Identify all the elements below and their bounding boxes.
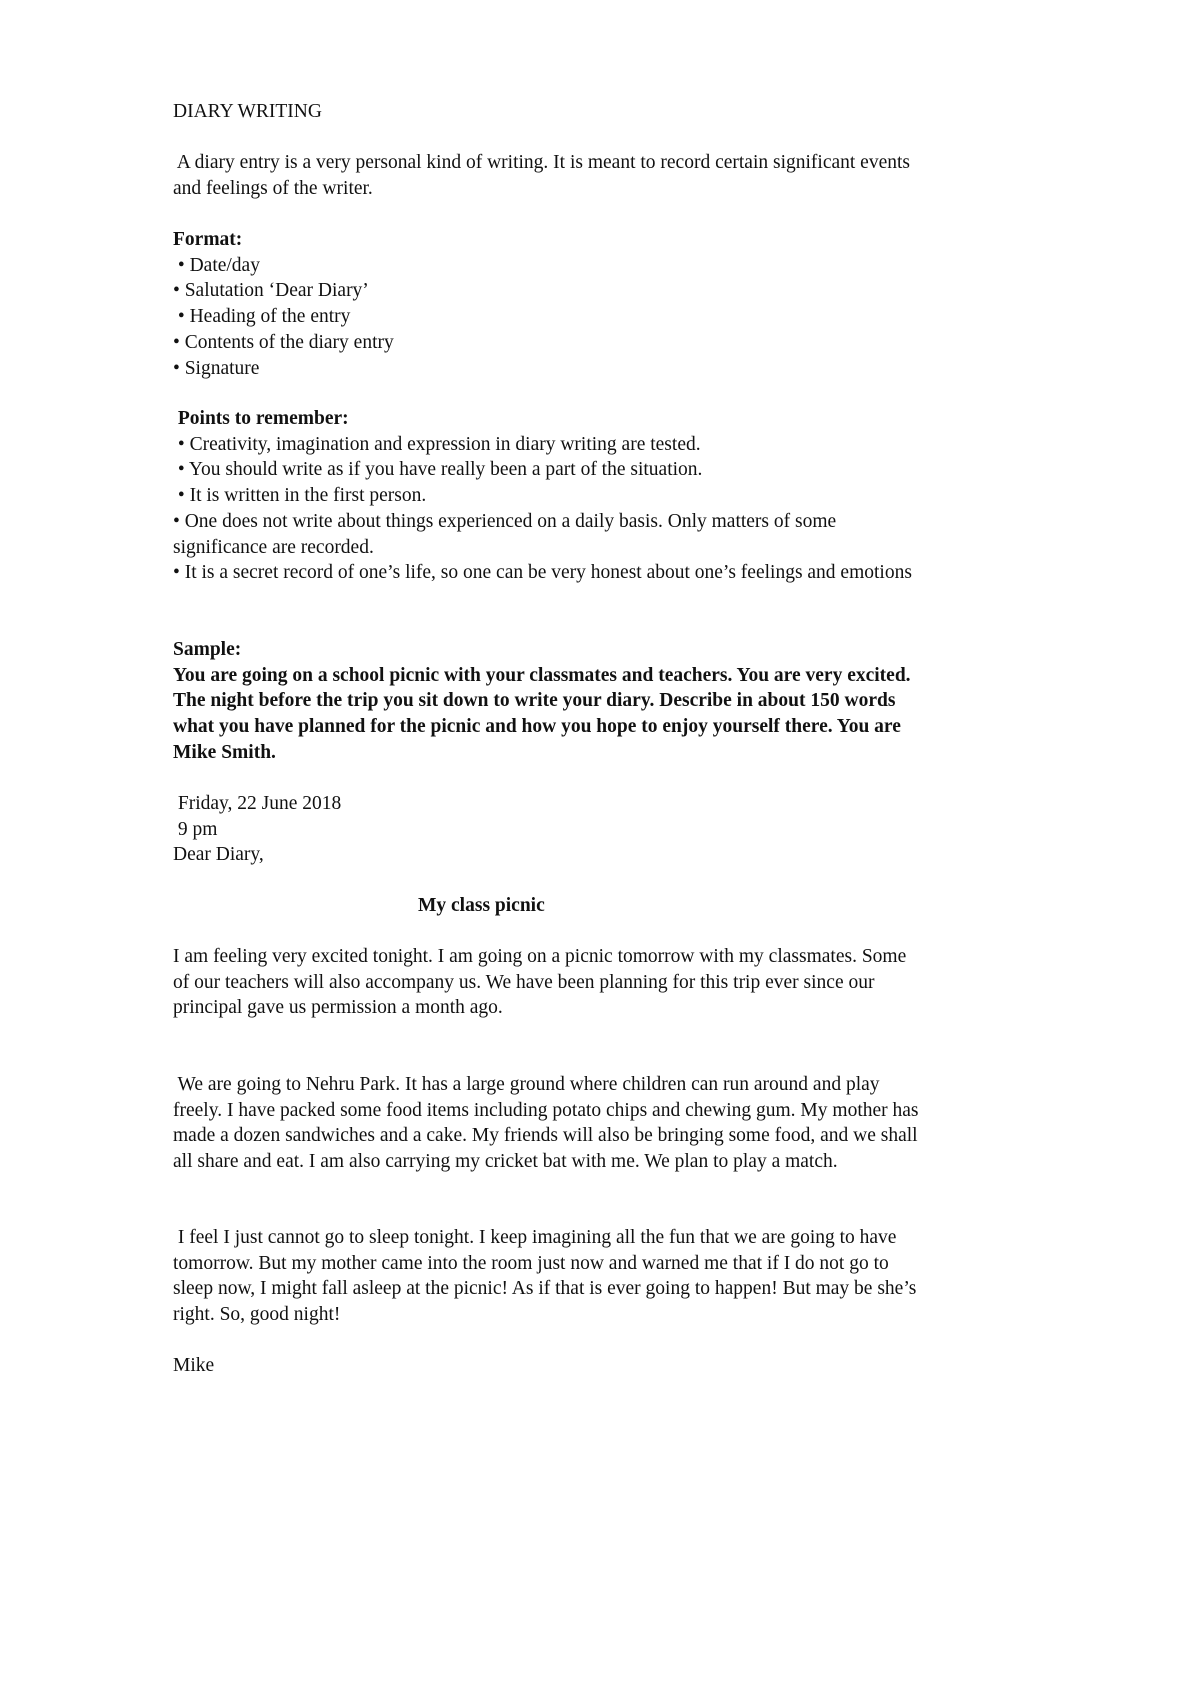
format-item-heading: • Heading of the entry xyxy=(173,306,351,328)
sample-prompt-line: You are going on a school picnic with your classmates and teachers. You are very excited. xyxy=(173,664,911,686)
entry-line: sleep now, I might fall asleep at the picnic! As if that is ever going to happen! But may be she’s xyxy=(173,1278,917,1300)
intro-line: A diary entry is a very personal kind of writing. It is meant to record certain significant events xyxy=(173,152,911,173)
points-line: • One does not write about things experienced on a daily basis. Only matters of some xyxy=(173,510,837,532)
format-section xyxy=(173,227,1033,381)
entry-line: all share and eat. I am also carrying my cricket bat with me. We plan to play a match. xyxy=(173,1151,838,1173)
entry-line: of our teachers will also accompany us. We have been planning for this trip ever since our xyxy=(173,971,875,993)
format-item-contents: • Contents of the diary entry xyxy=(173,331,394,353)
points-line: • It is a secret record of one’s life, so one can be very honest about one’s feelings and emotions xyxy=(173,562,912,584)
entry-date: Friday, 22 June 2018 xyxy=(173,793,342,814)
entry-paragraph-1 xyxy=(173,944,1033,1021)
format-item-salutation: • Salutation ‘Dear Diary’ xyxy=(173,280,369,302)
format-item-signature: • Signature xyxy=(173,357,260,379)
sample-heading: Sample: xyxy=(173,639,242,660)
document-title-block xyxy=(173,99,1033,125)
entry-signature-block xyxy=(173,1353,1033,1379)
entry-heading: My class picnic xyxy=(418,895,545,916)
points-heading: Points to remember: xyxy=(173,408,349,429)
document-title: DIARY WRITING xyxy=(173,101,322,122)
format-item-date: • Date/day xyxy=(173,254,260,276)
entry-line: right. So, good night! xyxy=(173,1304,341,1326)
entry-line: made a dozen sandwiches and a cake. My friends will also be bringing some food, and we shall xyxy=(173,1125,918,1147)
entry-paragraph-2 xyxy=(173,1072,1033,1175)
points-line: • You should write as if you have really been a part of the situation. xyxy=(173,459,703,481)
entry-header xyxy=(173,791,1033,868)
sample-section xyxy=(173,637,1033,766)
entry-signature: Mike xyxy=(173,1355,215,1376)
sample-prompt-line: Mike Smith. xyxy=(173,741,276,763)
entry-line: freely. I have packed some food items including potato chips and chewing gum. My mother has xyxy=(173,1099,919,1121)
entry-line: I feel I just cannot go to sleep tonight. I keep imagining all the fun that we are going to have xyxy=(173,1227,897,1248)
intro-line: and feelings of the writer. xyxy=(173,177,373,199)
points-line: significance are recorded. xyxy=(173,536,374,558)
entry-salutation: Dear Diary, xyxy=(173,844,264,866)
sample-prompt-line: what you have planned for the picnic and how you hope to enjoy yourself there. You are xyxy=(173,716,901,738)
points-line: • It is written in the first person. xyxy=(173,485,427,507)
entry-time: 9 pm xyxy=(173,818,218,840)
format-heading: Format: xyxy=(173,229,243,250)
points-section xyxy=(173,406,1033,586)
entry-line: I am feeling very excited tonight. I am going on a picnic tomorrow with my classmates. Some xyxy=(173,946,907,967)
points-line: • Creativity, imagination and expression in diary writing are tested. xyxy=(173,433,701,455)
entry-line: principal gave us permission a month ago. xyxy=(173,997,503,1019)
entry-line: tomorrow. But my mother came into the room just now and warned me that if I do not go to xyxy=(173,1252,889,1274)
entry-paragraph-3 xyxy=(173,1225,1033,1328)
intro-paragraph xyxy=(173,150,1033,201)
entry-line: We are going to Nehru Park. It has a large ground where children can run around and play xyxy=(173,1074,880,1095)
entry-heading-block xyxy=(173,893,1033,919)
sample-prompt-line: The night before the trip you sit down to write your diary. Describe in about 150 words xyxy=(173,690,896,712)
